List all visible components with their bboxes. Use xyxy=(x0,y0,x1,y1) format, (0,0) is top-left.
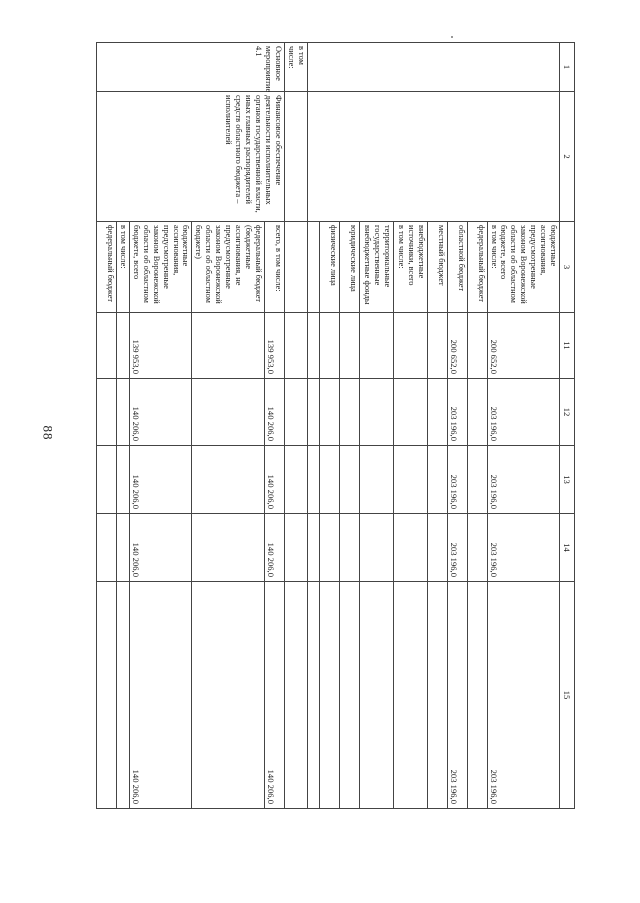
value-cell: 203 196,0 xyxy=(447,446,467,514)
value-cell xyxy=(467,514,487,582)
in-that-number-row xyxy=(284,43,307,809)
value-cell xyxy=(467,582,487,809)
value-cell xyxy=(97,379,117,446)
page-number: 88 xyxy=(40,425,56,441)
value-cell xyxy=(393,582,427,809)
value-cell xyxy=(359,379,393,446)
value-cell xyxy=(427,446,447,514)
empty-cell xyxy=(307,446,319,514)
value-cell xyxy=(393,313,427,379)
header-col-14: 14 xyxy=(560,514,575,582)
row-label: федеральный бюджет xyxy=(467,222,487,313)
value-cell xyxy=(427,313,447,379)
value-cell xyxy=(97,514,117,582)
row-label: юридические лица xyxy=(339,222,359,313)
value-cell xyxy=(117,379,130,446)
value-cell xyxy=(319,313,339,379)
empty-cell xyxy=(284,446,307,514)
landscape-sheet xyxy=(106,42,575,808)
value-cell xyxy=(192,379,264,446)
value-cell: 203 196,0 xyxy=(447,379,467,446)
value-cell xyxy=(97,582,117,809)
row-label: бюджетные ассигнования, предусмотренные законом Воронежской области об областном бюджете, всего xyxy=(130,222,192,313)
header-row xyxy=(560,43,575,809)
row-label xyxy=(393,222,427,313)
measure-name: Финансовое обеспечение деятельности исполнительных органов государственной власти, иных главных распорядителей средств областного бюджета – исполнителей xyxy=(97,92,285,222)
value-cell xyxy=(117,582,130,809)
row-label: местный бюджет xyxy=(427,222,447,313)
empty-cell xyxy=(284,313,307,379)
value-cell xyxy=(467,313,487,379)
value-cell xyxy=(319,582,339,809)
row-label-text: внебюджетные источники, всего xyxy=(406,225,426,286)
empty-cell xyxy=(307,582,319,809)
value-cell: 139 953,0 xyxy=(264,313,284,379)
header-col-11: 11 xyxy=(560,313,575,379)
value-cell xyxy=(359,313,393,379)
value-cell xyxy=(319,379,339,446)
value-cell xyxy=(339,446,359,514)
row-label-text: бюджетные ассигнования, предусмотренные законом Воронежской области об областном бюджете, всего xyxy=(499,225,558,304)
empty-cell xyxy=(284,379,307,446)
row-label: федеральный бюджет (бюджетные ассигнования, не предусмотренные законом Воронежской области об областном бюджете) xyxy=(192,222,264,313)
row-label: федеральный бюджет xyxy=(97,222,117,313)
header-col-1: 1 xyxy=(560,43,575,92)
block1-col2 xyxy=(307,92,559,222)
value-cell xyxy=(192,582,264,809)
value-cell xyxy=(427,514,447,582)
value-cell xyxy=(393,379,427,446)
value-cell xyxy=(339,313,359,379)
empty-cell xyxy=(307,313,319,379)
value-cell: 140 206,0 xyxy=(130,582,192,809)
value-cell: 203 196,0 xyxy=(487,446,559,514)
empty-cell xyxy=(284,582,307,809)
value-cell: 140 206,0 xyxy=(264,582,284,809)
value-cell xyxy=(359,514,393,582)
value-cell: 203 196,0 xyxy=(487,379,559,446)
row-label: всего, в том числе: xyxy=(264,222,284,313)
value-cell xyxy=(339,582,359,809)
value-cell xyxy=(467,379,487,446)
scan-speck xyxy=(451,36,453,38)
row-label-sub: в том числе: xyxy=(489,225,499,269)
empty-cell xyxy=(284,514,307,582)
empty-cell xyxy=(307,222,319,313)
measure-code: Основное мероприятие 4.1 xyxy=(97,43,285,92)
empty-cell xyxy=(284,222,307,313)
value-cell: 140 206,0 xyxy=(130,446,192,514)
value-cell: 140 206,0 xyxy=(264,446,284,514)
row-label: областной бюджет xyxy=(447,222,467,313)
header-col-12: 12 xyxy=(560,379,575,446)
value-cell: 200 652,0 xyxy=(447,313,467,379)
value-cell xyxy=(393,514,427,582)
empty-cell xyxy=(307,379,319,446)
header-col-13: 13 xyxy=(560,446,575,514)
header-col-15: 15 xyxy=(560,582,575,809)
row-label: физические лица xyxy=(319,222,339,313)
row-label-sub: в том числе: xyxy=(396,225,406,269)
value-cell xyxy=(359,582,393,809)
value-cell xyxy=(117,313,130,379)
value-cell xyxy=(319,514,339,582)
value-cell: 203 196,0 xyxy=(487,582,559,809)
block1-col1 xyxy=(307,43,559,92)
value-cell: 203 196,0 xyxy=(447,514,467,582)
value-cell xyxy=(192,313,264,379)
empty-cell xyxy=(307,514,319,582)
value-cell xyxy=(393,446,427,514)
table-row xyxy=(487,43,559,809)
row-label: в том числе: xyxy=(117,222,130,313)
value-cell xyxy=(359,446,393,514)
value-cell xyxy=(117,446,130,514)
value-cell xyxy=(192,514,264,582)
value-cell: 140 206,0 xyxy=(130,379,192,446)
value-cell: 203 196,0 xyxy=(447,582,467,809)
value-cell xyxy=(97,313,117,379)
value-cell xyxy=(192,446,264,514)
value-cell xyxy=(427,379,447,446)
value-cell xyxy=(97,446,117,514)
in-that-number-label: в том числе: xyxy=(284,43,307,92)
value-cell xyxy=(339,514,359,582)
value-cell: 140 206,0 xyxy=(130,514,192,582)
empty-cell xyxy=(284,92,307,222)
value-cell: 140 206,0 xyxy=(264,379,284,446)
value-cell xyxy=(117,514,130,582)
row-label xyxy=(487,222,559,313)
rotated-page-frame xyxy=(106,42,575,808)
budget-table xyxy=(96,42,575,809)
header-col-2: 2 xyxy=(560,92,575,222)
value-cell xyxy=(319,446,339,514)
row-label: территориальные государственные внебюджетные фонды xyxy=(359,222,393,313)
value-cell xyxy=(339,379,359,446)
value-cell xyxy=(467,446,487,514)
value-cell: 200 652,0 xyxy=(487,313,559,379)
header-col-3: 3 xyxy=(560,222,575,313)
value-cell: 140 206,0 xyxy=(264,514,284,582)
value-cell: 203 196,0 xyxy=(487,514,559,582)
value-cell: 139 953,0 xyxy=(130,313,192,379)
table-row xyxy=(264,43,284,809)
value-cell xyxy=(427,582,447,809)
